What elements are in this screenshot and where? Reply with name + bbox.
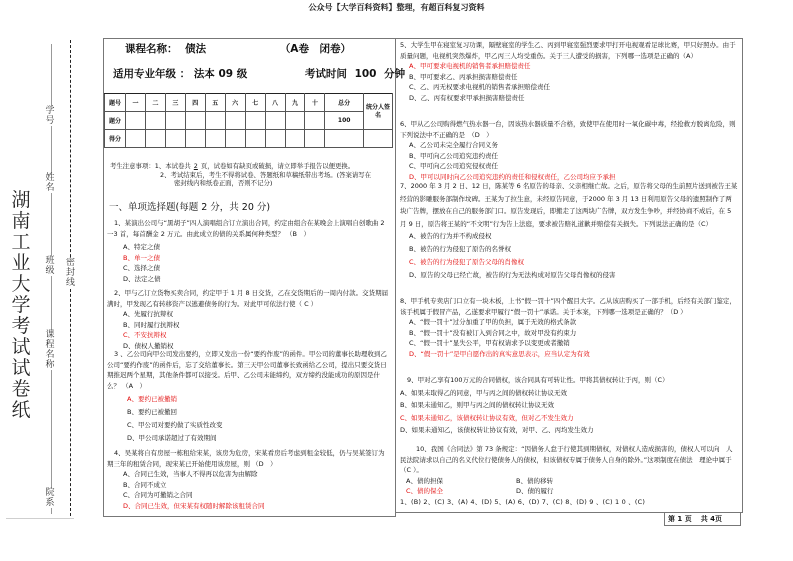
- binding-label-course: 课程名称: [43, 330, 57, 370]
- option: B、同时履行抗辩权: [123, 320, 180, 329]
- option: C、甲公司对要约做了实质性改变: [127, 421, 223, 430]
- exam-notes: [110, 162, 390, 188]
- score-cell: [265, 112, 285, 130]
- option: C、乙、丙无权要求电视机的销售者承担赔偿责任: [409, 83, 551, 92]
- option-correct: B、单一之债: [123, 253, 160, 262]
- signature-cell[interactable]: [364, 130, 393, 148]
- score-cell: [165, 112, 185, 130]
- option: B、被告的行为侵犯了原告的名誉权: [409, 245, 511, 254]
- column-header: 七: [245, 94, 265, 112]
- option: B、甲可向乙公司追究违约责任: [409, 151, 498, 160]
- option-correct: C、如果未通知乙，该债权转让协议有效，但对乙不发生效力: [400, 413, 574, 422]
- score-input-cell[interactable]: [325, 130, 364, 148]
- score-cell: [285, 112, 305, 130]
- option: C、选择之债: [123, 264, 161, 273]
- question-7: [400, 180, 738, 282]
- time-label: 考试时间: [304, 68, 347, 80]
- score-input-cell[interactable]: [285, 130, 305, 148]
- question-stem: 1、某演出公司与“黑胡子”四人演唱组合订立演出合同，约定由组合在某晚会上演唱自创歌曲 2一3 首，每首酬金 2 万元。由此成立的债的关系属何种类型？ （B ）: [107, 219, 385, 238]
- option: B、“假一罚十”没有被订入到合同之中，故对甲没有约束力: [409, 328, 577, 337]
- page-total: 共 4页: [700, 515, 723, 523]
- note-line-1: [110, 162, 390, 171]
- column-header: 五: [205, 94, 225, 112]
- score-cell: [225, 112, 245, 130]
- option: D、乙、丙有权要求甲承担损害赔偿责任: [409, 93, 525, 102]
- note-item-2: 2、考试结束后，考生不得将试卷、答题纸和草稿纸带出考场。(答案请写在: [160, 170, 372, 179]
- column-header: 四: [185, 94, 205, 112]
- score-cell: [205, 112, 225, 130]
- row-header: 得分: [105, 130, 126, 148]
- score-input-cell[interactable]: [126, 130, 146, 148]
- score-cell: [245, 112, 265, 130]
- option: B、如果未通知乙，则甲与丙之间的债权转让协议无效: [400, 401, 554, 409]
- option: B、债的移转: [516, 476, 553, 485]
- note-item-1: 1、本试卷共: [154, 162, 191, 170]
- option-correct: A、要约已被撤销: [127, 395, 177, 404]
- column-header: 十: [305, 94, 325, 112]
- options-grid: [400, 476, 738, 497]
- option: D、债权人撤销权: [123, 341, 174, 350]
- option: B、要约已被撤回: [127, 408, 177, 417]
- score-cell: [145, 112, 165, 130]
- option: A、先履行抗辩权: [123, 310, 173, 319]
- option: A、债的担保: [406, 476, 443, 485]
- question-stem: 6、甲从乙公司购得燃气热水器一台，因该热水器质量不合格，致使甲在使用时一氧化碳中毒，经抢救方脱离危险，则下列说法中不正确的是 （D ）: [400, 120, 736, 139]
- question-1: [107, 218, 391, 285]
- score-row-points: [105, 112, 393, 130]
- score-input-cell[interactable]: [165, 130, 185, 148]
- course-header: [125, 41, 351, 56]
- signature-label: 统分人签名: [364, 94, 393, 130]
- column-header: 八: [265, 94, 285, 112]
- note-item-1-cont: 页，试卷如有缺页或破损，请立即举手报告以便更换。: [200, 162, 355, 170]
- question-stem: 5、大学生甲在寝室复习功课，隔壁寝室的学生乙、丙到甲寝室强烈要求甲打开电视观看足球比赛，甲只好照办。由于质量问题，电视机突然爆炸，甲乙丙三人均受重伤。关于三人遭受的损害，下列哪一选项是正确的（A）: [400, 41, 736, 60]
- score-input-cell[interactable]: [225, 130, 245, 148]
- option: D、甲公司承诺超过了有效期间: [127, 434, 217, 443]
- answer-key: 1、(B) 2、(C) 3、(A) 4、(D) 5、(A) 6、(D) 7、(C) 8、(D) 9 、(C) 1 0 、(C): [400, 497, 646, 506]
- option: C、甲可向乙公司追究侵权责任: [409, 162, 499, 171]
- binding-label-name: 姓名: [43, 173, 57, 193]
- question-9: [400, 374, 738, 437]
- option: C、合同为可撤销之合同: [123, 491, 193, 500]
- major-value: 法本 09 级: [193, 68, 248, 80]
- option: C、“假一罚十”显失公平，甲有权请求予以变更或者撤销: [409, 339, 570, 348]
- binding-label-student-id: 学号: [43, 106, 57, 126]
- question-stem: 10、我国《合同法》第 73 条规定：“因债务人怠于行使其到期债权，对债权人造成损害的，债权人可以向 人民法院请求以自己的名义代位行使债务人的债权，但该债权专属于债务人自身的除外。”这项制度在债法 理论中属于（C ）。: [400, 445, 733, 475]
- notes-label: 考生注意事项：: [110, 162, 155, 170]
- score-input-cell[interactable]: [265, 130, 285, 148]
- school-title: 湖南工业大学考试试卷纸: [11, 189, 31, 421]
- score-cell: [126, 112, 146, 130]
- question-10: [400, 444, 738, 508]
- page-footer: [664, 512, 741, 526]
- major-header: [113, 66, 405, 81]
- score-input-cell[interactable]: [185, 130, 205, 148]
- option: A、“假一罚十”过分加重了甲的负担，属于无效的格式条款: [409, 318, 577, 327]
- page-count: 2: [193, 162, 198, 170]
- option-correct: D、合同已生效，但宋某有权随时解除该租赁合同: [123, 501, 265, 510]
- question-stem: 3 、乙公司向甲公司发出要约，立即又发出一份“要约作废”的函件。甲公司的董事长助理收到乙公司“要约作废”的函件后，忘了交给董事长。第三天甲公司董事长致函给乙公司，提出只要交货日期推迟两个星期，其他条件都可以接受。后甲、乙公司未能缔约，双方缔约没能成功的原因是什么？ （A ）: [107, 350, 387, 390]
- question-stem: 2、甲与乙订立货物买卖合同，约定甲于 1 月 8 日交货，乙在交货期后的一周内付款。交货期届满时，甲发现乙有转移资产以逃避债务的行为。对此甲可依法行使（ C ）: [107, 289, 389, 308]
- question-stem: 7、2000 年 3 月 2 日、12 日，陈某等 6 名原告的母亲、父亲相继亡故。之后，原告将父母的生前照片送到被告王某经营的影雕服务部制作坟碑。王某为了拉生意，未经原告同意，于2000 年 3 月 13 日利用原告父母的遗照制作了两块广告牌，摆放在自己的服务部门口。原告发现后，即搬走了这两块广告牌，双方发生争吵，并经协商不成后，在 5 月 9 日，原告将王某的“不文明”行为告上法庭，要求被告赔礼道歉并赔偿有关损失。下列说法正确的是（C）: [400, 182, 738, 228]
- row-header: 题号: [105, 94, 126, 112]
- option: D、债的履行: [516, 487, 554, 496]
- paper-type: （A卷 闭卷）: [279, 43, 351, 55]
- binding-label-department: 院系: [43, 488, 57, 508]
- question-3: [107, 349, 391, 445]
- section-title: 一、单项选择题(每题 2 分，共 20 分): [109, 202, 271, 213]
- option: D、法定之债: [123, 274, 161, 283]
- question-stem: 8、甲手机专卖店门口立有一块木板，上书“假一罚十”四个醒目大字。乙从该店购买了一部手机，后经有关部门鉴定，该手机属于假冒产品，乙遂要求甲履行“假一罚十”承诺。关于本案，下列哪一选项是正确的？（D ）: [400, 297, 736, 316]
- page-current: 第 1 页: [668, 515, 692, 523]
- score-table: [104, 93, 393, 148]
- score-cell: [185, 112, 205, 130]
- score-input-cell[interactable]: [145, 130, 165, 148]
- time-value: 100: [354, 68, 377, 80]
- option-correct: D、“假一罚十”是甲自愿作出的真实意思表示，应当认定为有效: [409, 349, 590, 358]
- option: D、如果未通知乙，该债权转让协议有效，对甲、乙、丙均发生效力: [400, 426, 594, 434]
- option-correct: A、甲可要求电视机的销售者承担赔偿责任: [409, 62, 531, 71]
- option: A、如果未取得乙的同意，甲与丙之间的债权转让协议无效: [400, 388, 567, 397]
- option: B、甲可要求乙、丙承担损害赔偿责任: [409, 72, 518, 81]
- option-correct: D、甲可以同时向乙公司追究违约的责任和侵权责任，乙公司均应予承担: [409, 172, 616, 181]
- option: A、乙公司未完全履行合同义务: [409, 141, 498, 150]
- column-header: 九: [285, 94, 305, 112]
- question-5: [400, 40, 738, 104]
- option-correct: C、不安抗辩权: [123, 331, 167, 340]
- time-unit: 分钟: [384, 68, 406, 80]
- course-name: 债法: [185, 43, 207, 55]
- score-row-question-numbers: [105, 94, 393, 112]
- column-header: 二: [145, 94, 165, 112]
- score-cell: [305, 112, 325, 130]
- question-8: [400, 296, 738, 360]
- option-correct: C、被告的行为侵犯了原告父母的肖像权: [409, 258, 525, 267]
- column-divider: [395, 38, 396, 516]
- column-header: 六: [225, 94, 245, 112]
- option-correct: C、债的保全: [406, 487, 444, 496]
- course-label: 课程名称：: [125, 43, 178, 55]
- question-2: [107, 288, 391, 352]
- seal-line-label: 密封线: [65, 258, 75, 288]
- question-4: [107, 448, 391, 512]
- major-label: 适用专业年级 ：: [113, 68, 191, 80]
- column-header: 三: [165, 94, 185, 112]
- option: B、合同不成立: [123, 480, 167, 489]
- score-row-earned: [105, 130, 393, 148]
- row-header: 题分: [105, 112, 126, 130]
- question-stem: 9、甲对乙享有100万元的合同债权，该合同具有可转让性。甲将其债权转让于丙，则（C）: [407, 376, 669, 384]
- option: D、原告的父母已经亡故，被告的行为无法构成对原告父母肖像权的侵害: [409, 271, 616, 280]
- note-item-2-cont: 密封线内和纸卷正面，否则不记分): [174, 179, 273, 187]
- column-header-total: 总分: [325, 94, 364, 112]
- option: A、特定之债: [123, 243, 160, 252]
- top-note: 公众号【大学百科资料】整理，有超百科复习资料: [308, 3, 485, 12]
- option: A、合同已生效，当事人不得再以危害为由解除: [123, 470, 258, 479]
- column-header: 一: [126, 94, 146, 112]
- question-stem: 4、吴某将自有房屋一栋租给宋某，该房为危房，宋某看房后考虑到租金较低，仍与吴某签订为期三年的租赁合同，现宋某已开始使用该房屋，则 （D ）: [107, 449, 385, 468]
- score-input-cell[interactable]: [245, 130, 265, 148]
- score-input-cell[interactable]: [205, 130, 225, 148]
- option: A、被告的行为并不构成侵权: [409, 232, 492, 241]
- total-points: 100: [325, 112, 364, 130]
- binding-label-class: 班级: [43, 256, 57, 276]
- question-6: [400, 119, 738, 183]
- binding-strip: [6, 40, 74, 519]
- score-input-cell[interactable]: [305, 130, 325, 148]
